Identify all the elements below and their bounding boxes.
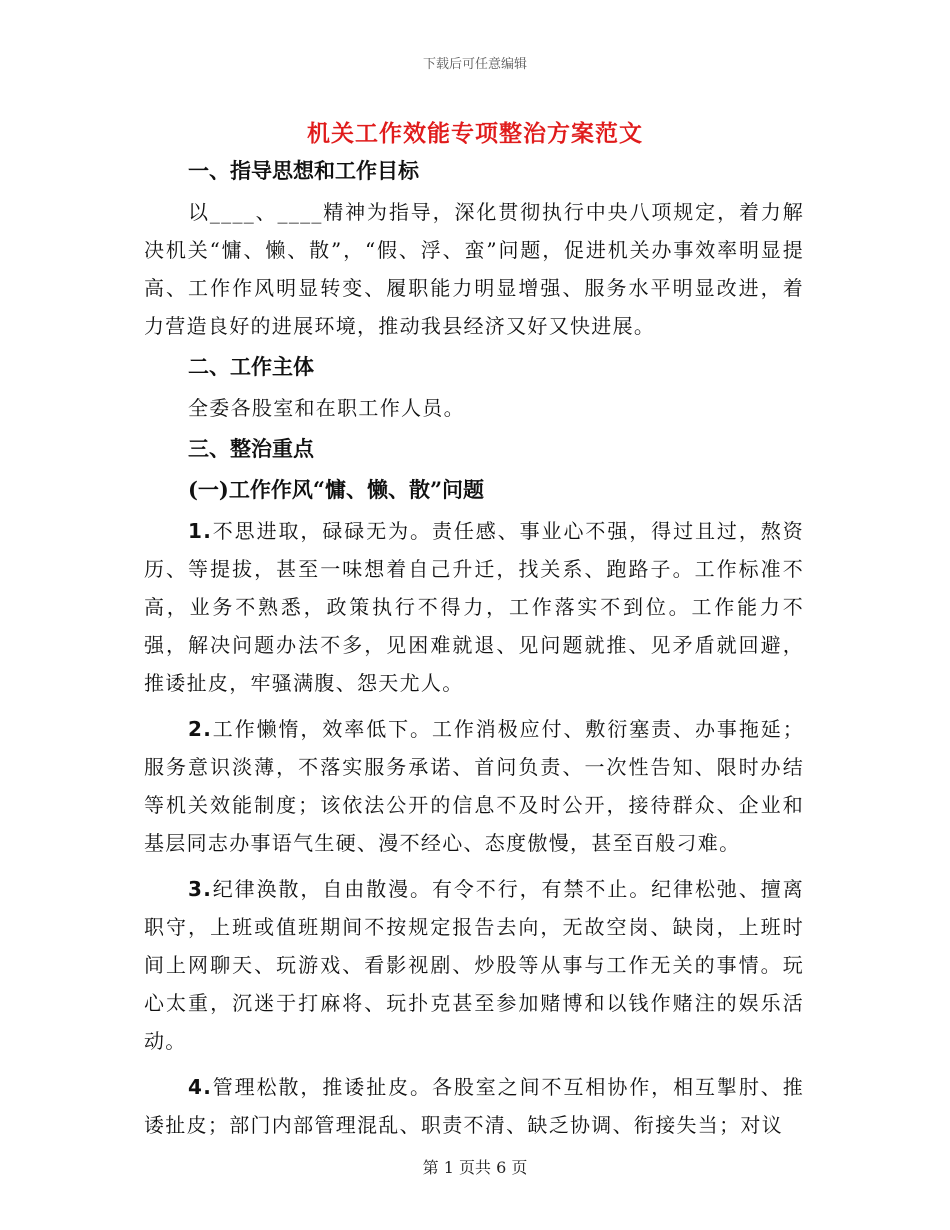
item-number: 3. [188, 877, 213, 901]
item-number: 1. [188, 519, 213, 543]
section-heading-2: 二、工作主体 [188, 354, 314, 379]
list-item-4 [144, 1068, 804, 1144]
document-body [144, 152, 804, 1144]
section-heading-3: 三、整治重点 [188, 436, 314, 461]
page-footer: 第 1 页共 6 页 [422, 1158, 528, 1177]
list-item-2 [144, 710, 804, 862]
section-heading-1: 一、指导思想和工作目标 [188, 158, 419, 183]
item-number: 2. [188, 717, 213, 741]
item-text: 管理松散，推诿扯皮。各股室之间不互相协作，相互掣肘、推诿扯皮；部门内部管理混乱、职责不清、缺乏协调、衔接失当；对议 [144, 1075, 804, 1137]
subsection-heading-1: (一)工作作风“慵、懒、散”问题 [188, 477, 485, 502]
header-note: 下载后可任意编辑 [422, 57, 527, 72]
item-text: 工作懒惰，效率低下。工作消极应付、敷衍塞责、办事拖延；服务意识淡薄，不落实服务承诺、首问负责、一次性告知、限时办结等机关效能制度；该依法公开的信息不及时公开，接待群众、企业和基层同志办事语气生硬、漫不经心、态度傲慢，甚至百般刁难。 [144, 717, 804, 855]
item-text: 不思进取，碌碌无为。责任感、事业心不强，得过且过，熬资历、等提拔，甚至一味想着自己升迁，找关系、跑路子。工作标准不高，业务不熟悉，政策执行不得力，工作落实不到位。工作能力不强，解决问题办法不多，见困难就退、见问题就推、见矛盾就回避，推诿扯皮，牢骚满腹、怨天尤人。 [144, 519, 804, 695]
document-title: 机关工作效能专项整治方案范文 [307, 120, 643, 147]
item-number: 4. [188, 1075, 213, 1099]
list-item-3 [144, 870, 804, 1060]
item-text: 纪律涣散，自由散漫。有令不行，有禁不止。纪律松弛、擅离职守，上班或值班期间不按规定报告去向，无故空岗、缺岗，上班时间上网聊天、玩游戏、看影视剧、炒股等从事与工作无关的事情。玩心太重，沉迷于打麻将、玩扑克甚至参加赌博和以钱作赌注的娱乐活动。 [144, 877, 804, 1053]
section-2-paragraph: 全委各股室和在职工作人员。 [188, 396, 465, 420]
list-item-1 [144, 512, 804, 702]
section-1-paragraph: 以____、____精神为指导，深化贯彻执行中央八项规定，着力解决机关“慵、懒、散”，“假、浮、蛮”问题，促进机关办事效率明显提高、工作作风明显转变、履职能力明显增强、服务水平明显改进，着力营造良好的进展环境，推动我县经济又好又快进展。 [144, 200, 804, 338]
